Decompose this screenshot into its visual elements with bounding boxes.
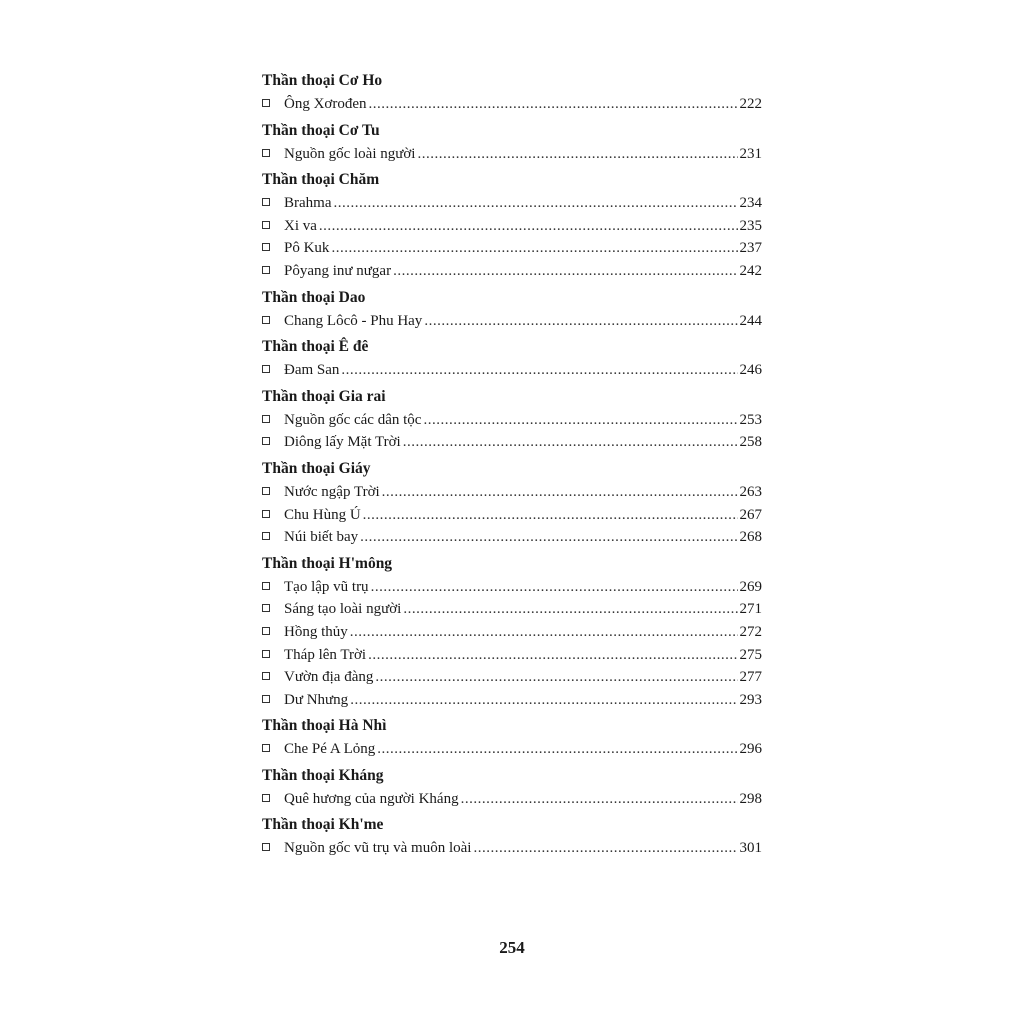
- entry-page-number: 263: [739, 483, 762, 500]
- square-bullet-icon: [262, 794, 270, 802]
- toc-entry[interactable]: [262, 93, 762, 116]
- square-bullet-icon: [262, 843, 270, 851]
- entry-page-number: 271: [739, 601, 762, 618]
- toc-section: [262, 384, 762, 454]
- toc-entry[interactable]: [262, 359, 762, 382]
- toc-entry[interactable]: [262, 409, 762, 432]
- entry-page-number: 267: [739, 506, 762, 523]
- toc-entry[interactable]: [262, 481, 762, 504]
- square-bullet-icon: [262, 604, 270, 612]
- entry-title: Tháp lên Trời: [284, 646, 367, 663]
- square-bullet-icon: [262, 437, 270, 445]
- toc-entry[interactable]: [262, 837, 762, 860]
- toc-entry[interactable]: [262, 215, 762, 238]
- entry-page-number: 246: [739, 362, 762, 379]
- entry-title: Sáng tạo loài người: [284, 601, 402, 618]
- toc-entry[interactable]: [262, 689, 762, 712]
- dot-leader: [331, 237, 737, 260]
- toc-entry[interactable]: [262, 310, 762, 333]
- toc-entry[interactable]: [262, 788, 762, 811]
- dot-leader: [369, 93, 738, 116]
- entry-page-number: 244: [739, 312, 762, 329]
- toc-section: [262, 118, 762, 166]
- square-bullet-icon: [262, 532, 270, 540]
- entry-title: Pô Kuk: [284, 240, 330, 257]
- square-bullet-icon: [262, 650, 270, 658]
- entry-title: Nguồn gốc vũ trụ và muôn loài: [284, 840, 472, 857]
- entry-title: Chu Hùng Ú: [284, 506, 361, 523]
- section-title: Thần thoại Kháng: [262, 766, 384, 784]
- entry-page-number: 268: [739, 529, 762, 546]
- entry-title: Quê hương của người Kháng: [284, 790, 459, 807]
- entry-title: Diông lấy Mặt Trời: [284, 434, 401, 451]
- toc-entry[interactable]: [262, 666, 762, 689]
- entry-page-number: 253: [739, 411, 762, 428]
- entry-page-number: 237: [739, 240, 762, 257]
- section-title: Thần thoại H'mông: [262, 554, 393, 572]
- dot-leader: [393, 260, 737, 283]
- square-bullet-icon: [262, 316, 270, 324]
- dot-leader: [461, 788, 738, 811]
- entry-page-number: 222: [739, 96, 762, 112]
- toc-section: [262, 763, 762, 811]
- dot-leader: [368, 644, 737, 667]
- dot-leader: [319, 215, 738, 238]
- entry-title: Dư Nhưng: [284, 691, 349, 708]
- dot-leader: [382, 481, 738, 504]
- toc-section: [262, 456, 762, 549]
- square-bullet-icon: [262, 487, 270, 495]
- dot-leader: [424, 310, 737, 333]
- entry-title: Nguồn gốc các dân tộc: [284, 411, 422, 428]
- toc-section: [262, 334, 762, 382]
- entry-page-number: 275: [739, 646, 762, 663]
- square-bullet-icon: [262, 744, 270, 752]
- section-title: Thần thoại Giáy: [262, 459, 371, 477]
- dot-leader: [363, 504, 738, 527]
- dot-leader: [473, 837, 737, 860]
- entry-title: Chang Lôcô - Phu Hay: [284, 312, 423, 329]
- toc-entry[interactable]: [262, 431, 762, 454]
- dot-leader: [341, 359, 737, 382]
- entry-page-number: 277: [739, 669, 762, 686]
- section-title: Thần thoại Cơ Ho: [262, 72, 383, 89]
- toc-entry[interactable]: [262, 526, 762, 549]
- entry-page-number: 301: [739, 840, 762, 857]
- dot-leader: [423, 409, 737, 432]
- section-title: Thần thoại Gia rai: [262, 387, 386, 405]
- toc-section: [262, 167, 762, 282]
- dot-leader: [377, 738, 737, 761]
- dot-leader: [333, 192, 737, 215]
- square-bullet-icon: [262, 243, 270, 251]
- section-title: Thần thoại Ê đê: [262, 338, 369, 356]
- square-bullet-icon: [262, 198, 270, 206]
- section-title: Thần thoại Dao: [262, 288, 366, 306]
- square-bullet-icon: [262, 627, 270, 635]
- square-bullet-icon: [262, 672, 270, 680]
- entry-page-number: 242: [739, 262, 762, 279]
- entry-title: Xi va: [284, 217, 317, 234]
- toc-entry[interactable]: [262, 504, 762, 527]
- toc-entry[interactable]: [262, 260, 762, 283]
- square-bullet-icon: [262, 266, 270, 274]
- dot-leader: [350, 689, 737, 712]
- dot-leader: [360, 526, 737, 549]
- dot-leader: [403, 431, 738, 454]
- toc-entry[interactable]: [262, 192, 762, 215]
- toc-entry[interactable]: [262, 143, 762, 166]
- entry-title: Hồng thủy: [284, 623, 348, 640]
- toc-entry[interactable]: [262, 644, 762, 667]
- square-bullet-icon: [262, 695, 270, 703]
- toc-section: [262, 812, 762, 860]
- section-title: Thần thoại Chăm: [262, 171, 380, 189]
- entry-page-number: 258: [739, 434, 762, 451]
- entry-page-number: 235: [739, 217, 762, 234]
- entry-title: Vườn địa đàng: [284, 669, 374, 686]
- dot-leader: [417, 143, 737, 166]
- page-number: 254: [499, 938, 525, 957]
- section-title: Thần thoại Kh'me: [262, 816, 384, 834]
- dot-leader: [403, 598, 737, 621]
- entry-title: Nguồn gốc loài người: [284, 145, 416, 162]
- entry-title: Núi biết bay: [284, 529, 359, 546]
- toc-section: [262, 713, 762, 761]
- entry-page-number: 296: [739, 741, 762, 758]
- entry-page-number: 234: [739, 195, 762, 212]
- entry-page-number: 231: [739, 145, 762, 162]
- entry-title: Brahma: [284, 195, 332, 212]
- toc-entry[interactable]: [262, 598, 762, 621]
- toc-entry[interactable]: [262, 237, 762, 260]
- entry-page-number: 269: [739, 578, 762, 595]
- entry-page-number: 272: [739, 623, 762, 640]
- entry-title: Che Pé A Lỏng: [284, 741, 376, 758]
- table-of-contents: [262, 66, 762, 860]
- toc-section: [262, 68, 762, 116]
- entry-title: Đam San: [284, 362, 340, 379]
- square-bullet-icon: [262, 582, 270, 590]
- entry-title: Pôyang inư nưgar: [284, 262, 392, 279]
- entry-title: Nước ngập Trời: [284, 483, 380, 500]
- square-bullet-icon: [262, 415, 270, 423]
- dot-leader: [371, 576, 738, 599]
- toc-section: [262, 551, 762, 712]
- entry-title: Tạo lập vũ trụ: [284, 578, 369, 595]
- toc-entry[interactable]: [262, 576, 762, 599]
- square-bullet-icon: [262, 221, 270, 229]
- dot-leader: [375, 666, 737, 689]
- square-bullet-icon: [262, 365, 270, 373]
- dot-leader: [350, 621, 738, 644]
- toc-section: [262, 285, 762, 333]
- section-title: Thần thoại Cơ Tu: [262, 121, 380, 139]
- entry-page-number: 298: [739, 790, 762, 807]
- square-bullet-icon: [262, 99, 270, 107]
- entry-page-number: 293: [739, 691, 762, 708]
- section-title: Thần thoại Hà Nhì: [262, 717, 387, 735]
- square-bullet-icon: [262, 510, 270, 518]
- toc-entry[interactable]: [262, 738, 762, 761]
- entry-title: Ông Xơrođen: [284, 96, 367, 112]
- toc-entry[interactable]: [262, 621, 762, 644]
- square-bullet-icon: [262, 149, 270, 157]
